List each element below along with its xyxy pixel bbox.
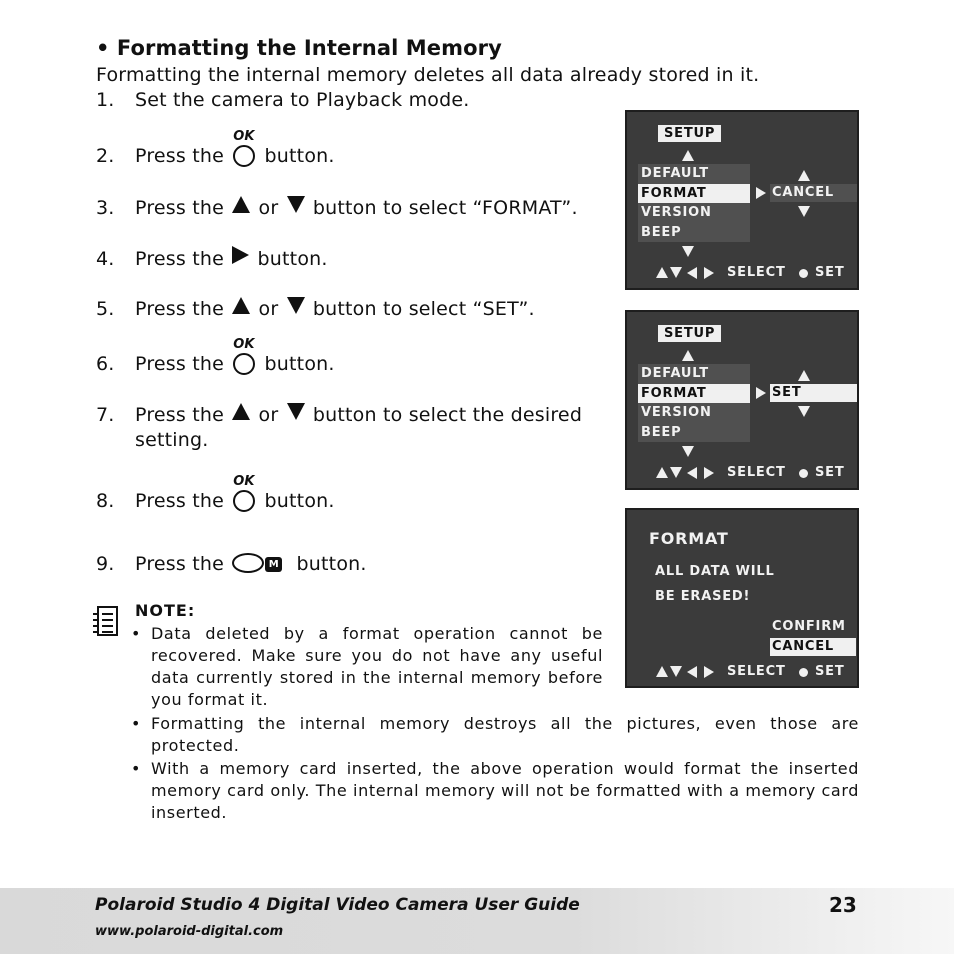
step-text: Press the xyxy=(135,248,225,270)
ok-label: OK xyxy=(233,129,255,144)
step-3 xyxy=(96,196,578,219)
ok-label: OK xyxy=(233,337,255,352)
note-bullet-text: Formatting the internal memory destroys all the pictures, even those are protected. xyxy=(151,714,859,755)
step-text: button. xyxy=(264,353,335,375)
footer-title: Polaroid Studio 4 Digital Video Camera User Guide xyxy=(95,895,580,915)
step-number: 3. xyxy=(96,197,115,219)
step-number: 4. xyxy=(96,248,115,270)
page-footer xyxy=(0,888,954,954)
warning-line-1: ALL DATA WILL xyxy=(655,564,775,579)
note-bullet-text: With a memory card inserted, the above operation would format the inserted memory card only. The internal memory will not be formatted with a memory card inserted. xyxy=(151,759,859,822)
footer-url: www.polaroid-digital.com xyxy=(95,924,284,939)
down-arrow-icon xyxy=(682,446,694,457)
step-text: or xyxy=(258,197,279,219)
down-arrow-icon xyxy=(798,406,810,417)
step-text: button to select “FORMAT”. xyxy=(312,197,578,219)
nav-set-label: SET xyxy=(815,664,845,679)
option-cancel: CANCEL xyxy=(770,638,856,656)
set-dot-icon xyxy=(799,668,808,677)
up-arrow-icon xyxy=(682,150,694,161)
nav-down-icon xyxy=(670,666,682,677)
step-text: Press the xyxy=(135,404,225,426)
menu-button-icon xyxy=(232,552,288,574)
down-arrow-icon xyxy=(798,206,810,217)
step-text-continued: setting. xyxy=(135,429,209,451)
menu-item-version: VERSION xyxy=(641,405,712,420)
section-heading: • Formatting the Internal Memory xyxy=(96,36,502,60)
up-arrow-icon xyxy=(232,297,250,314)
setup-tag: SETUP xyxy=(658,325,721,342)
menu-item-default: DEFAULT xyxy=(641,166,709,181)
setup-menu xyxy=(638,364,750,442)
note-bullet: • Formatting the internal memory destroys all the pictures, even those are protected. xyxy=(131,714,859,755)
right-arrow-icon xyxy=(756,187,766,199)
step-text: Press the xyxy=(135,553,225,575)
menu-item-default: DEFAULT xyxy=(641,366,709,381)
nav-down-icon xyxy=(670,267,682,278)
note-bullet: • With a memory card inserted, the above operation would format the inserted memory card only. The internal memory will not be formatted with a memory card inserted. xyxy=(131,759,859,822)
menu-item-format: FORMAT xyxy=(638,184,750,204)
step-text: Press the xyxy=(135,298,225,320)
step-text: or xyxy=(258,404,279,426)
nav-down-icon xyxy=(670,467,682,478)
menu-label: M xyxy=(265,557,282,572)
ok-button-icon xyxy=(232,337,256,375)
warning-line-2: BE ERASED! xyxy=(655,589,751,604)
step-number: 7. xyxy=(96,404,115,426)
nav-set-label: SET xyxy=(815,465,845,480)
nav-right-icon xyxy=(704,467,714,479)
down-arrow-icon xyxy=(287,196,305,213)
step-2 xyxy=(96,129,335,167)
up-arrow-icon xyxy=(682,350,694,361)
menu-item-format: FORMAT xyxy=(638,384,750,404)
step-text: button. xyxy=(296,553,367,575)
note-bullet: • Data deleted by a format operation cannot be recovered. Make sure you do not have any useful data currently stored in the internal memory before you format it. xyxy=(131,624,603,709)
ok-button-icon xyxy=(232,474,256,512)
set-dot-icon xyxy=(799,469,808,478)
nav-select-label: SELECT xyxy=(727,265,786,280)
right-arrow-icon xyxy=(756,387,766,399)
set-dot-icon xyxy=(799,269,808,278)
step-text: or xyxy=(258,298,279,320)
step-8 xyxy=(96,474,335,512)
step-text: Press the xyxy=(135,145,225,167)
step-text: Press the xyxy=(135,197,225,219)
step-text: button. xyxy=(264,490,335,512)
option-confirm: CONFIRM xyxy=(772,619,846,634)
step-text: Set the camera to Playback mode. xyxy=(135,89,470,111)
step-1 xyxy=(96,89,470,111)
lcd-screen-setup-cancel xyxy=(625,110,859,290)
note-bullet-text: Data deleted by a format operation cannot be recovered. Make sure you do not have any useful data currently stored in the internal memory before you format it. xyxy=(151,624,603,709)
step-text: button. xyxy=(257,248,328,270)
step-number: 9. xyxy=(96,553,115,575)
step-text: button. xyxy=(264,145,335,167)
page-number: 23 xyxy=(829,893,857,917)
step-number: 5. xyxy=(96,298,115,320)
lcd-screen-format-confirm xyxy=(625,508,859,688)
step-6 xyxy=(96,337,335,375)
nav-select-label: SELECT xyxy=(727,664,786,679)
note-icon xyxy=(97,606,118,636)
nav-select-label: SELECT xyxy=(727,465,786,480)
step-7 xyxy=(96,403,582,451)
step-9 xyxy=(96,552,367,575)
note-title: NOTE: xyxy=(135,601,196,620)
up-arrow-icon xyxy=(798,170,810,181)
step-text: Press the xyxy=(135,353,225,375)
step-text: button to select “SET”. xyxy=(312,298,535,320)
step-4 xyxy=(96,246,328,270)
menu-item-beep: BEEP xyxy=(641,424,682,440)
step-text: button to select the desired xyxy=(312,404,583,426)
nav-left-icon xyxy=(687,666,697,678)
right-arrow-icon xyxy=(232,246,249,264)
up-arrow-icon xyxy=(798,370,810,381)
down-arrow-icon xyxy=(287,297,305,314)
down-arrow-icon xyxy=(287,403,305,420)
setup-menu xyxy=(638,164,750,242)
nav-up-icon xyxy=(656,467,668,478)
ok-label: OK xyxy=(233,474,255,489)
down-arrow-icon xyxy=(682,246,694,257)
step-text: Press the xyxy=(135,490,225,512)
nav-right-icon xyxy=(704,666,714,678)
up-arrow-icon xyxy=(232,196,250,213)
nav-up-icon xyxy=(656,267,668,278)
nav-left-icon xyxy=(687,267,697,279)
nav-set-label: SET xyxy=(815,265,845,280)
option-set: SET xyxy=(770,384,857,402)
setup-tag: SETUP xyxy=(658,125,721,142)
option-cancel: CANCEL xyxy=(770,184,857,202)
menu-item-version: VERSION xyxy=(641,205,712,220)
ok-button-icon xyxy=(232,129,256,167)
step-number: 8. xyxy=(96,490,115,512)
format-title: FORMAT xyxy=(649,529,729,548)
up-arrow-icon xyxy=(232,403,250,420)
step-number: 1. xyxy=(96,89,115,111)
step-5 xyxy=(96,297,535,320)
menu-item-beep: BEEP xyxy=(641,224,682,240)
nav-right-icon xyxy=(704,267,714,279)
nav-up-icon xyxy=(656,666,668,677)
step-number: 2. xyxy=(96,145,115,167)
lcd-screen-setup-set xyxy=(625,310,859,490)
nav-left-icon xyxy=(687,467,697,479)
intro-text: Formatting the internal memory deletes all data already stored in it. xyxy=(96,64,760,86)
step-number: 6. xyxy=(96,353,115,375)
